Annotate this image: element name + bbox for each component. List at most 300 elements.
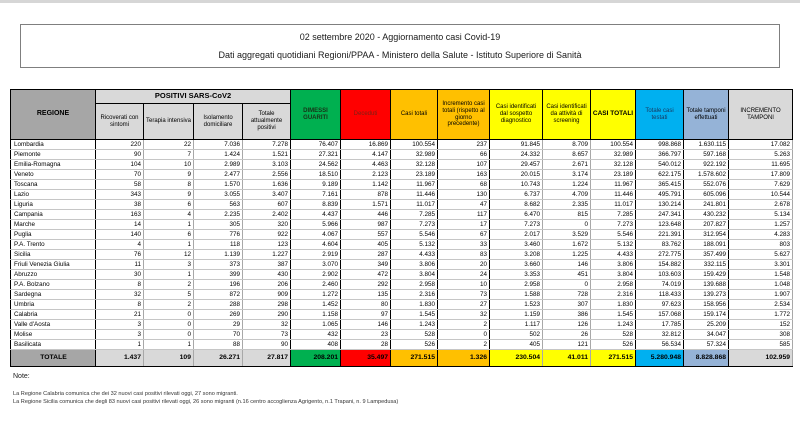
value-cell: 776 [194,230,243,240]
notes-section [13,373,398,406]
value-cell: 4.433 [391,250,438,260]
value-cell: 3.804 [391,270,438,280]
value-cell: 1.326 [438,350,490,367]
value-cell: 728 [543,290,591,300]
table-row [11,160,793,170]
value-cell: 7.161 [291,190,341,200]
value-cell: 528 [591,330,636,340]
value-cell: 332.115 [684,260,729,270]
value-cell: 10.743 [490,180,543,190]
value-cell: 3.070 [291,260,341,270]
value-cell: 563 [194,200,243,210]
report-date-title: 02 settembre 2020 - Aggiornamento casi Covid-19 [299,32,501,43]
value-cell: 11.446 [591,190,636,200]
value-cell: 130.214 [636,200,684,210]
value-cell: 1.257 [729,220,793,230]
value-cell: 146 [543,260,591,270]
value-cell: 4 [144,210,194,220]
value-cell: 26 [543,330,591,340]
value-cell: 1.907 [729,290,793,300]
value-cell: 32.128 [591,160,636,170]
value-cell: 386 [543,310,591,320]
value-cell: 18.510 [291,170,341,180]
table-row [11,140,793,150]
value-cell: 9 [144,170,194,180]
value-cell: 2.335 [543,200,591,210]
value-cell: 17.809 [729,170,793,180]
header-totale-tamponi: Totale tamponi effettuati [684,90,729,140]
value-cell: 3.407 [243,190,291,200]
value-cell: 16.869 [341,140,391,150]
value-cell: 4.604 [291,240,341,250]
value-cell: 32.989 [591,150,636,160]
value-cell: 502 [490,330,543,340]
value-cell: 56.534 [636,340,684,350]
table-row [11,210,793,220]
value-cell: 1.452 [291,300,341,310]
value-cell: 472 [341,270,391,280]
region-name: Sicilia [11,250,96,260]
value-cell: 1.243 [591,320,636,330]
value-cell: 83.762 [636,240,684,250]
value-cell: 4 [96,240,144,250]
value-cell: 815 [543,210,591,220]
value-cell: 32.989 [391,150,438,160]
value-cell: 373 [194,260,243,270]
value-cell: 32 [243,320,291,330]
value-cell: 8.839 [291,200,341,210]
value-cell: 1 [144,340,194,350]
value-cell: 1.588 [490,290,543,300]
value-cell: 5.546 [591,230,636,240]
value-cell: 4.437 [291,210,341,220]
value-cell: 3.804 [591,270,636,280]
value-cell: 1.830 [391,300,438,310]
value-cell: 430.232 [684,210,729,220]
value-cell: 159.429 [684,270,729,280]
value-cell: 290 [243,310,291,320]
value-cell: 117 [438,210,490,220]
value-cell: 58 [96,180,144,190]
value-cell: 526 [591,340,636,350]
value-cell: 1.830 [591,300,636,310]
table-row [11,290,793,300]
region-name: Friuli Venezia Giulia [11,260,96,270]
value-cell: 26.271 [194,350,243,367]
value-cell: 188.091 [684,240,729,250]
value-cell: 5.627 [729,250,793,260]
value-cell: 27 [438,300,490,310]
value-cell: 1.243 [391,320,438,330]
value-cell: 104 [96,160,144,170]
value-cell: 123 [243,240,291,250]
value-cell: 140 [96,230,144,240]
value-cell: 90 [96,150,144,160]
value-cell: 0 [144,330,194,340]
value-cell: 288 [194,300,243,310]
value-cell: 1.117 [490,320,543,330]
value-cell: 430 [243,270,291,280]
region-name: Puglia [11,230,96,240]
value-cell: 2.678 [729,200,793,210]
region-name: Basilicata [11,340,96,350]
value-cell: 230.504 [490,350,543,367]
value-cell: 2.316 [591,290,636,300]
table-row [11,180,793,190]
value-cell: 432 [291,330,341,340]
table-row [11,170,793,180]
value-cell: 4.709 [543,190,591,200]
value-cell: 3 [96,330,144,340]
value-cell: 73 [438,290,490,300]
table-row [11,190,793,200]
value-cell: 159.174 [684,310,729,320]
table-row [11,270,793,280]
value-cell: 2.902 [291,270,341,280]
value-cell: 3 [144,260,194,270]
value-cell: 102.959 [729,350,793,367]
header-casi-sospetto: Casi identificati dal sospetto diagnostico [490,90,543,140]
value-cell: 74.019 [636,280,684,290]
value-cell: 3.529 [543,230,591,240]
value-cell: 5.132 [591,240,636,250]
value-cell: 2.534 [729,300,793,310]
value-cell: 121 [543,340,591,350]
value-cell: 67 [438,230,490,240]
value-cell: 109 [144,350,194,367]
value-cell: 24.332 [490,150,543,160]
value-cell: 1 [144,220,194,230]
value-cell: 97.623 [636,300,684,310]
value-cell: 157.068 [636,310,684,320]
value-cell: 91.845 [490,140,543,150]
value-cell: 23.189 [591,170,636,180]
value-cell: 7 [144,150,194,160]
table-row [11,320,793,330]
value-cell: 38 [96,200,144,210]
table-row [11,150,793,160]
value-cell: 405 [490,340,543,350]
value-cell: 163 [438,170,490,180]
region-name: Veneto [11,170,96,180]
value-cell: 8 [96,280,144,290]
value-cell: 4.463 [341,160,391,170]
value-cell: 2.919 [291,250,341,260]
value-cell: 3.806 [591,260,636,270]
value-cell: 3.301 [729,260,793,270]
value-cell: 23 [341,330,391,340]
value-cell: 29.457 [490,160,543,170]
value-cell: 2.316 [391,290,438,300]
value-cell: 803 [729,240,793,250]
value-cell: 1.672 [543,240,591,250]
value-cell: 1.570 [194,180,243,190]
value-cell: 5.546 [391,230,438,240]
value-cell: 57.324 [684,340,729,350]
value-cell: 3.055 [194,190,243,200]
value-cell: 349 [341,260,391,270]
region-name: Calabria [11,310,96,320]
value-cell: 1.224 [543,180,591,190]
value-cell: 32.812 [636,330,684,340]
value-cell: 552.076 [684,180,729,190]
region-name: P.A. Trento [11,240,96,250]
value-cell: 73 [243,330,291,340]
value-cell: 34.047 [684,330,729,340]
value-cell: 9.189 [291,180,341,190]
value-cell: 4.433 [591,250,636,260]
value-cell: 357.499 [684,250,729,260]
value-cell: 76.407 [291,140,341,150]
table-row [11,220,793,230]
value-cell: 135 [341,290,391,300]
value-cell: 387 [243,260,291,270]
value-cell: 207.827 [684,220,729,230]
value-cell: 1.139 [194,250,243,260]
value-cell: 1 [144,270,194,280]
value-cell: 103.603 [636,270,684,280]
value-cell: 22 [144,140,194,150]
value-cell: 1.048 [729,280,793,290]
value-cell: 11 [96,260,144,270]
value-cell: 2 [144,300,194,310]
value-cell: 1.571 [341,200,391,210]
value-cell: 3.103 [243,160,291,170]
value-cell: 1.158 [291,310,341,320]
value-cell: 2 [438,340,490,350]
value-cell: 1.636 [243,180,291,190]
value-cell: 90 [243,340,291,350]
value-cell: 29 [194,320,243,330]
region-name: Valle d'Aosta [11,320,96,330]
value-cell: 0 [144,310,194,320]
region-name: Liguria [11,200,96,210]
note-line-sicilia: La Regione Sicilia comunica che degli 83 nuovi casi positivi rilevati oggi, 26 sono migranti (n.16 centro accoglienza Agrigento, n.1 Trapani, n. 9 Lampedusa) [13,398,399,405]
region-name: Lombardia [11,140,96,150]
value-cell: 20 [438,260,490,270]
value-cell: 47 [438,200,490,210]
value-cell: 2 [144,280,194,290]
value-cell: 2.989 [194,160,243,170]
value-cell: 220 [96,140,144,150]
value-cell: 17.785 [636,320,684,330]
value-cell: 2.556 [243,170,291,180]
top-divider [0,0,800,3]
table-row [11,340,793,350]
value-cell: 3.660 [490,260,543,270]
value-cell: 922 [243,230,291,240]
value-cell: 597.168 [684,150,729,160]
value-cell: 21 [96,310,144,320]
value-cell: 2.017 [490,230,543,240]
value-cell: 8.657 [543,150,591,160]
value-cell: 269 [194,310,243,320]
covid-data-table-wrap [10,89,792,367]
value-cell: 6 [144,200,194,210]
value-cell: 5.132 [391,240,438,250]
region-name: Marche [11,220,96,230]
value-cell: 24.562 [291,160,341,170]
table-row [11,250,793,260]
value-cell: 1.630.115 [684,140,729,150]
region-name: Umbria [11,300,96,310]
region-name: Abruzzo [11,270,96,280]
value-cell: 998.868 [636,140,684,150]
value-cell: 7.629 [729,180,793,190]
value-cell: 7.273 [490,220,543,230]
note-line-calabria: La Regione Calabria comunica che dei 32 nuovi casi positivi rilevati oggi, 27 sono migranti. [13,391,238,397]
value-cell: 30 [96,270,144,280]
covid-data-table [10,89,793,367]
value-cell: 118 [194,240,243,250]
subheader-isolamento: Isolamento domiciliare [194,104,243,140]
value-cell: 271.515 [591,350,636,367]
value-cell: 540.012 [636,160,684,170]
region-name: P.A. Bolzano [11,280,96,290]
value-cell: 1.065 [291,320,341,330]
value-cell: 312.954 [684,230,729,240]
header-incremento-casi: Incremento casi totali (rispetto al giorno precedente) [438,90,490,140]
value-cell: 241.801 [684,200,729,210]
value-cell: 585 [729,340,793,350]
value-cell: 7.278 [243,140,291,150]
value-cell: 70 [96,170,144,180]
value-cell: 1.424 [194,150,243,160]
value-cell: 308 [729,330,793,340]
header-totale-casi-testati: Totale casi testati [636,90,684,140]
value-cell: 12 [144,250,194,260]
value-cell: 4.147 [341,150,391,160]
value-cell: 4.283 [729,230,793,240]
value-cell: 139.273 [684,290,729,300]
value-cell: 154.882 [636,260,684,270]
region-name: Lazio [11,190,96,200]
header-group-positivi: POSITIVI SARS-CoV2 [96,90,291,104]
value-cell: 3.806 [391,260,438,270]
value-cell: 196 [194,280,243,290]
value-cell: 408 [291,340,341,350]
notes-title: Note: [13,373,30,380]
value-cell: 365.415 [636,180,684,190]
value-cell: 7.273 [391,220,438,230]
value-cell: 451 [543,270,591,280]
value-cell: 0 [543,220,591,230]
value-cell: 526 [391,340,438,350]
table-row [11,310,793,320]
table-row [11,200,793,210]
subheader-tot-positivi: Totale attualmente positivi [243,104,291,140]
region-name: Emilia-Romagna [11,160,96,170]
value-cell: 343 [96,190,144,200]
region-name: Campania [11,210,96,220]
value-cell: 909 [243,290,291,300]
value-cell: 271.515 [391,350,438,367]
value-cell: 66 [438,150,490,160]
value-cell: 100.554 [591,140,636,150]
value-cell: 146 [341,320,391,330]
total-row [11,350,793,367]
value-cell: 41.011 [543,350,591,367]
value-cell: 399 [194,270,243,280]
value-cell: 1.272 [291,290,341,300]
value-cell: 605.096 [684,190,729,200]
value-cell: 1.159 [490,310,543,320]
value-cell: 107 [438,160,490,170]
value-cell: 123.648 [636,220,684,230]
table-row [11,260,793,270]
value-cell: 7.273 [591,220,636,230]
value-cell: 1.225 [543,250,591,260]
value-cell: 7.285 [391,210,438,220]
value-cell: 139.688 [684,280,729,290]
value-cell: 5.134 [729,210,793,220]
value-cell: 1.548 [729,270,793,280]
value-cell: 1.545 [591,310,636,320]
region-name: Molise [11,330,96,340]
value-cell: 11.967 [591,180,636,190]
value-cell: 5.966 [291,220,341,230]
report-source-subtitle: Dati aggregati quotidiani Regioni/PPAA - Ministero della Salute - Istituto Superiore di Sanità [218,49,582,60]
value-cell: 2.477 [194,170,243,180]
value-cell: 2.460 [291,280,341,290]
value-cell: 878 [341,190,391,200]
header-deceduti: Deceduti [341,90,391,140]
value-cell: 287 [341,250,391,260]
value-cell: 10 [144,160,194,170]
value-cell: 11.695 [729,160,793,170]
value-cell: 88 [194,340,243,350]
value-cell: 3.208 [490,250,543,260]
value-cell: 208.201 [291,350,341,367]
value-cell: 7.285 [591,210,636,220]
value-cell: 298 [243,300,291,310]
value-cell: 6 [144,230,194,240]
value-cell: 305 [194,220,243,230]
table-header [11,90,793,140]
value-cell: 557 [341,230,391,240]
value-cell: 118.433 [636,290,684,300]
header-incremento-tamponi: INCREMENTO TAMPONI [729,90,793,140]
header-casi-totali: Casi totali [391,90,438,140]
value-cell: 922.192 [684,160,729,170]
value-cell: 1.772 [729,310,793,320]
value-cell: 446 [341,210,391,220]
table-row [11,240,793,250]
header-regione: REGIONE [11,90,96,140]
value-cell: 247.341 [636,210,684,220]
table-row [11,230,793,240]
value-cell: 20.015 [490,170,543,180]
value-cell: 1.142 [341,180,391,190]
value-cell: 5.280.948 [636,350,684,367]
table-row [11,280,793,290]
value-cell: 2.235 [194,210,243,220]
header-casi-totali-caps: CASI TOTALI [591,90,636,140]
value-cell: 35.497 [341,350,391,367]
report-header [20,24,780,68]
value-cell: 5 [144,290,194,300]
value-cell: 11.017 [391,200,438,210]
value-cell: 2.671 [543,160,591,170]
value-cell: 126 [543,320,591,330]
table-body [11,140,793,367]
value-cell: 8.682 [490,200,543,210]
value-cell: 3.174 [543,170,591,180]
value-cell: 1 [96,340,144,350]
value-cell: 70 [194,330,243,340]
value-cell: 27.817 [243,350,291,367]
value-cell: 32.128 [391,160,438,170]
